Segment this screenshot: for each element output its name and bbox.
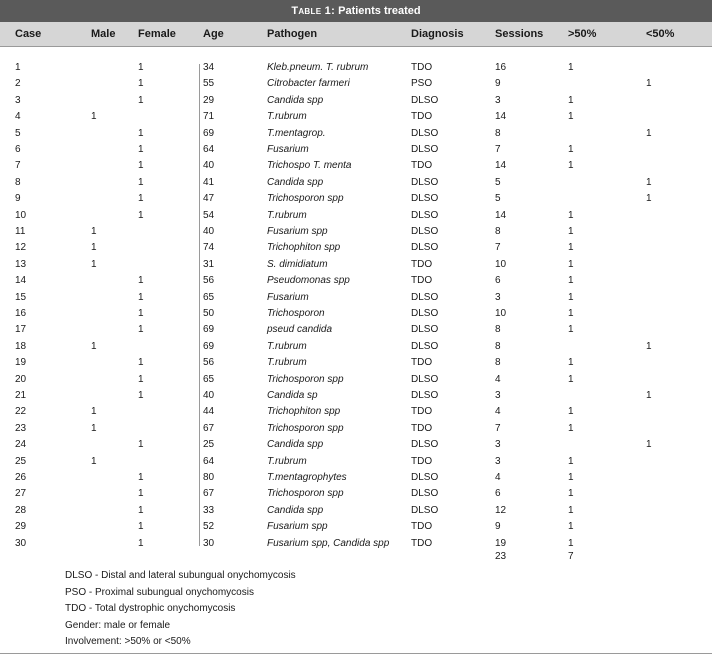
cell-diagnosis: DLSO xyxy=(411,390,439,401)
cell-age: 30 xyxy=(203,537,215,549)
cell-age: 33 xyxy=(203,504,215,516)
cell-female: 1 xyxy=(138,439,144,451)
cell-age: 64 xyxy=(203,455,215,467)
cell-pathogen: T.rubrum xyxy=(267,340,307,352)
cell-female: 1 xyxy=(138,324,144,336)
cell-age: 44 xyxy=(203,406,215,418)
cell-gt50: 1 xyxy=(568,537,574,549)
cell-sessions: 4 xyxy=(495,373,501,385)
cell-pathogen: T.mentagrophytes xyxy=(267,472,347,483)
cell-sessions: 19 xyxy=(495,537,507,549)
cell-diagnosis: DLSO xyxy=(411,226,439,237)
cell-female: 1 xyxy=(138,537,144,549)
cell-age: 54 xyxy=(203,209,215,221)
cell-pathogen: Trichospo T. menta xyxy=(267,160,352,172)
legend-line: PSO - Proximal subungual onychomycosis xyxy=(65,586,254,598)
cell-gt50: 1 xyxy=(568,406,574,418)
table-row xyxy=(0,290,712,306)
cell-age: 50 xyxy=(203,308,215,319)
table-row xyxy=(0,158,712,174)
cell-gt50: 1 xyxy=(568,472,574,483)
cell-sessions: 8 xyxy=(495,127,501,139)
cell-male: 1 xyxy=(91,242,97,254)
cell-age: 40 xyxy=(203,226,215,237)
cell-case: 9 xyxy=(15,193,21,205)
cell-lt50: 1 xyxy=(646,193,652,205)
cell-female: 1 xyxy=(138,94,144,106)
cell-case: 18 xyxy=(15,340,27,352)
cell-pathogen: Citrobacter farmeri xyxy=(267,78,350,90)
cell-case: 20 xyxy=(15,373,27,385)
header-lt50: <50% xyxy=(646,28,675,40)
cell-female: 1 xyxy=(138,209,144,221)
header-pathogen: Pathogen xyxy=(267,28,318,40)
cell-sessions: 6 xyxy=(495,275,501,287)
table-row xyxy=(0,191,712,207)
cell-case: 22 xyxy=(15,406,27,418)
cell-case: 3 xyxy=(15,94,21,106)
cell-gt50: 1 xyxy=(568,504,574,516)
cell-sessions: 3 xyxy=(495,94,501,106)
cell-sessions: 4 xyxy=(495,406,501,418)
cell-age: 56 xyxy=(203,357,215,369)
table-row xyxy=(0,470,712,486)
cell-sessions: 16 xyxy=(495,62,507,73)
cell-pathogen: Fusarium xyxy=(267,291,309,303)
table-title xyxy=(0,0,712,22)
cell-age: 80 xyxy=(203,472,215,483)
cell-case: 17 xyxy=(15,324,27,336)
cell-age: 52 xyxy=(203,521,215,533)
cell-female: 1 xyxy=(138,521,144,533)
table-row xyxy=(0,486,712,502)
cell-sessions: 8 xyxy=(495,226,501,237)
cell-sessions: 9 xyxy=(495,78,501,90)
cell-gt50: 1 xyxy=(568,308,574,319)
cell-case: 14 xyxy=(15,275,27,287)
legend-line: DLSO - Distal and lateral subungual onychomycosis xyxy=(65,570,296,581)
cell-female: 1 xyxy=(138,160,144,172)
cell-male: 1 xyxy=(91,406,97,418)
cell-diagnosis: DLSO xyxy=(411,340,439,352)
table-row xyxy=(0,339,712,355)
cell-female: 1 xyxy=(138,390,144,401)
cell-sessions: 3 xyxy=(495,291,501,303)
table-row xyxy=(0,142,712,158)
cell-gt50: 1 xyxy=(568,275,574,287)
cell-gt50: 1 xyxy=(568,226,574,237)
cell-sessions: 5 xyxy=(495,176,501,188)
cell-pathogen: pseud candida xyxy=(267,324,333,336)
cell-diagnosis: TDO xyxy=(411,455,433,467)
cell-diagnosis: DLSO xyxy=(411,373,439,385)
header-diagnosis: Diagnosis xyxy=(411,28,464,40)
table-title-text: Patients treated xyxy=(335,5,421,17)
cell-sessions: 10 xyxy=(495,258,507,270)
cell-case: 16 xyxy=(15,308,27,319)
table-row xyxy=(0,355,712,371)
cell-case: 15 xyxy=(15,291,27,303)
cell-diagnosis: DLSO xyxy=(411,291,439,303)
header-sessions: Sessions xyxy=(495,28,544,40)
cell-gt50: 1 xyxy=(568,209,574,221)
cell-case: 6 xyxy=(15,144,21,155)
cell-sessions: 8 xyxy=(495,324,501,336)
cell-lt50: 1 xyxy=(646,439,652,451)
cell-pathogen: Pseudomonas spp xyxy=(267,275,350,287)
cell-male: 1 xyxy=(91,258,97,270)
cell-lt50: 1 xyxy=(646,340,652,352)
cell-pathogen: T.mentagrop. xyxy=(267,127,326,139)
cell-diagnosis: DLSO xyxy=(411,94,439,106)
cell-age: 74 xyxy=(203,242,215,254)
cell-female: 1 xyxy=(138,357,144,369)
cell-age: 71 xyxy=(203,111,215,123)
cell-diagnosis: DLSO xyxy=(411,439,439,451)
cell-diagnosis: TDO xyxy=(411,258,433,270)
cell-female: 1 xyxy=(138,504,144,516)
cell-gt50: 1 xyxy=(568,111,574,123)
cell-female: 1 xyxy=(138,62,144,73)
cell-female: 1 xyxy=(138,78,144,90)
legend-line: Gender: male or female xyxy=(65,619,171,631)
cell-diagnosis: DLSO xyxy=(411,242,439,254)
table-row xyxy=(0,519,712,535)
cell-age: 40 xyxy=(203,390,215,401)
cell-case: 26 xyxy=(15,472,27,483)
cell-age: 67 xyxy=(203,422,215,434)
cell-sessions: 3 xyxy=(495,439,501,451)
cell-case: 2 xyxy=(15,78,21,90)
cell-female: 1 xyxy=(138,275,144,287)
cell-lt50: 1 xyxy=(646,127,652,139)
total-gt50: 23 xyxy=(495,551,507,562)
table-row xyxy=(0,404,712,420)
table-row xyxy=(0,60,712,76)
table-row xyxy=(0,503,712,519)
cell-pathogen: Fusarium spp xyxy=(267,226,328,237)
cell-pathogen: Fusarium xyxy=(267,144,309,155)
table-row xyxy=(0,322,712,338)
legend-line: TDO - Total dystrophic onychomycosis xyxy=(65,603,236,614)
cell-pathogen: S. dimidiatum xyxy=(267,258,328,270)
cell-sessions: 14 xyxy=(495,160,507,172)
cell-gt50: 1 xyxy=(568,291,574,303)
cell-diagnosis: PSO xyxy=(411,78,433,90)
cell-case: 24 xyxy=(15,439,27,451)
cell-sessions: 12 xyxy=(495,504,507,516)
cell-case: 29 xyxy=(15,521,27,533)
legend-line: Involvement: >50% or <50% xyxy=(65,636,191,647)
cell-gt50: 1 xyxy=(568,242,574,254)
table-row xyxy=(0,175,712,191)
cell-male: 1 xyxy=(91,422,97,434)
table-row xyxy=(0,93,712,109)
cell-diagnosis: DLSO xyxy=(411,504,439,516)
table-row xyxy=(0,224,712,240)
cell-gt50: 1 xyxy=(568,258,574,270)
cell-gt50: 1 xyxy=(568,455,574,467)
cell-male: 1 xyxy=(91,340,97,352)
cell-age: 69 xyxy=(203,340,215,352)
cell-case: 25 xyxy=(15,455,27,467)
cell-case: 13 xyxy=(15,258,27,270)
cell-case: 23 xyxy=(15,422,27,434)
cell-diagnosis: TDO xyxy=(411,275,433,287)
total-lt50: 7 xyxy=(568,551,574,562)
cell-male: 1 xyxy=(91,111,97,123)
cell-age: 55 xyxy=(203,78,215,90)
cell-case: 5 xyxy=(15,127,21,139)
cell-age: 25 xyxy=(203,439,215,451)
cell-diagnosis: TDO xyxy=(411,62,433,73)
header-male: Male xyxy=(91,28,116,40)
cell-sessions: 9 xyxy=(495,521,501,533)
cell-pathogen: Candida spp xyxy=(267,94,324,106)
cell-male: 1 xyxy=(91,455,97,467)
cell-female: 1 xyxy=(138,193,144,205)
cell-diagnosis: DLSO xyxy=(411,193,439,205)
table-row xyxy=(0,76,712,92)
table-row xyxy=(0,454,712,470)
table-row xyxy=(0,306,712,322)
cell-sessions: 8 xyxy=(495,357,501,369)
cell-gt50: 1 xyxy=(568,160,574,172)
cell-lt50: 1 xyxy=(646,176,652,188)
cell-case: 19 xyxy=(15,357,27,369)
cell-sessions: 7 xyxy=(495,242,501,254)
cell-age: 34 xyxy=(203,62,215,73)
cell-age: 64 xyxy=(203,144,215,155)
cell-pathogen: Trichosporon spp xyxy=(267,373,344,385)
cell-age: 47 xyxy=(203,193,215,205)
cell-diagnosis: TDO xyxy=(411,537,433,549)
cell-pathogen: Trichosporon spp xyxy=(267,488,344,500)
totals-row xyxy=(0,549,712,565)
cell-diagnosis: DLSO xyxy=(411,144,439,155)
cell-sessions: 10 xyxy=(495,308,507,319)
cell-female: 1 xyxy=(138,127,144,139)
cell-case: 30 xyxy=(15,537,27,549)
cell-sessions: 8 xyxy=(495,340,501,352)
cell-female: 1 xyxy=(138,472,144,483)
cell-age: 69 xyxy=(203,324,215,336)
abbreviation-legend xyxy=(65,568,296,651)
cell-case: 4 xyxy=(15,111,21,123)
cell-diagnosis: DLSO xyxy=(411,176,439,188)
cell-pathogen: Trichophiton spp xyxy=(267,242,341,254)
cell-pathogen: Candida spp xyxy=(267,176,324,188)
cell-sessions: 14 xyxy=(495,111,507,123)
cell-lt50: 1 xyxy=(646,390,652,401)
cell-gt50: 1 xyxy=(568,521,574,533)
cell-pathogen: T.rubrum xyxy=(267,209,307,221)
table-row xyxy=(0,388,712,404)
cell-sessions: 7 xyxy=(495,422,501,434)
cell-case: 21 xyxy=(15,390,27,401)
cell-age: 69 xyxy=(203,127,215,139)
cell-diagnosis: TDO xyxy=(411,111,433,123)
cell-female: 1 xyxy=(138,488,144,500)
cell-pathogen: Trichosporon spp xyxy=(267,193,344,205)
cell-pathogen: Trichosporon spp xyxy=(267,422,344,434)
table-row xyxy=(0,257,712,273)
cell-pathogen: Candida sp xyxy=(267,390,318,401)
cell-gt50: 1 xyxy=(568,144,574,155)
header-age: Age xyxy=(203,28,224,40)
cell-diagnosis: DLSO xyxy=(411,308,439,319)
cell-case: 27 xyxy=(15,488,27,500)
table-row xyxy=(0,273,712,289)
cell-age: 65 xyxy=(203,373,215,385)
cell-sessions: 3 xyxy=(495,455,501,467)
table-row xyxy=(0,109,712,125)
header-female: Female xyxy=(138,28,176,40)
cell-diagnosis: TDO xyxy=(411,357,433,369)
cell-sessions: 4 xyxy=(495,472,501,483)
cell-case: 28 xyxy=(15,504,27,516)
cell-sessions: 3 xyxy=(495,390,501,401)
cell-gt50: 1 xyxy=(568,94,574,106)
cell-female: 1 xyxy=(138,176,144,188)
cell-case: 1 xyxy=(15,62,21,73)
table-row xyxy=(0,208,712,224)
cell-age: 65 xyxy=(203,291,215,303)
table-row xyxy=(0,421,712,437)
cell-age: 67 xyxy=(203,488,215,500)
cell-age: 31 xyxy=(203,258,215,270)
cell-diagnosis: DLSO xyxy=(411,472,439,483)
cell-gt50: 1 xyxy=(568,324,574,336)
cell-pathogen: Candida spp xyxy=(267,504,324,516)
cell-pathogen: Kleb.pneum. T. rubrum xyxy=(267,62,369,73)
cell-pathogen: T.rubrum xyxy=(267,111,307,123)
cell-case: 10 xyxy=(15,209,27,221)
cell-gt50: 1 xyxy=(568,357,574,369)
cell-diagnosis: DLSO xyxy=(411,209,439,221)
cell-gt50: 1 xyxy=(568,373,574,385)
cell-sessions: 14 xyxy=(495,209,507,221)
table-row xyxy=(0,372,712,388)
cell-pathogen: T.rubrum xyxy=(267,455,307,467)
cell-case: 8 xyxy=(15,176,21,188)
cell-lt50: 1 xyxy=(646,78,652,90)
cell-case: 12 xyxy=(15,242,27,254)
cell-gt50: 1 xyxy=(568,488,574,500)
cell-pathogen: Fusarium spp, Candida spp xyxy=(267,537,390,549)
cell-male: 1 xyxy=(91,226,97,237)
cell-female: 1 xyxy=(138,373,144,385)
table-row xyxy=(0,437,712,453)
cell-case: 7 xyxy=(15,160,21,172)
cell-diagnosis: TDO xyxy=(411,521,433,533)
cell-female: 1 xyxy=(138,291,144,303)
cell-case: 11 xyxy=(15,226,26,237)
cell-age: 41 xyxy=(203,176,215,188)
cell-pathogen: T.rubrum xyxy=(267,357,307,369)
cell-age: 29 xyxy=(203,94,215,106)
cell-female: 1 xyxy=(138,308,144,319)
cell-diagnosis: DLSO xyxy=(411,488,439,500)
table-title-prefix: Table 1: xyxy=(291,5,336,17)
table-header-row xyxy=(0,22,712,47)
cell-age: 56 xyxy=(203,275,215,287)
cell-pathogen: Trichosporon xyxy=(267,308,325,319)
cell-diagnosis: DLSO xyxy=(411,127,439,139)
bottom-rule xyxy=(0,653,712,654)
cell-female: 1 xyxy=(138,144,144,155)
cell-diagnosis: TDO xyxy=(411,406,433,418)
cell-sessions: 6 xyxy=(495,488,501,500)
header-case: Case xyxy=(15,28,42,40)
cell-diagnosis: TDO xyxy=(411,422,433,434)
cell-gt50: 1 xyxy=(568,62,574,73)
cell-diagnosis: DLSO xyxy=(411,324,439,336)
cell-age: 40 xyxy=(203,160,215,172)
cell-pathogen: Candida spp xyxy=(267,439,324,451)
header-gt50: >50% xyxy=(568,28,597,40)
cell-diagnosis: TDO xyxy=(411,160,433,172)
cell-sessions: 7 xyxy=(495,144,501,155)
cell-pathogen: Trichophiton spp xyxy=(267,406,341,418)
table-row xyxy=(0,126,712,142)
cell-pathogen: Fusarium spp xyxy=(267,521,328,533)
cell-gt50: 1 xyxy=(568,422,574,434)
table-row xyxy=(0,240,712,256)
cell-sessions: 5 xyxy=(495,193,501,205)
